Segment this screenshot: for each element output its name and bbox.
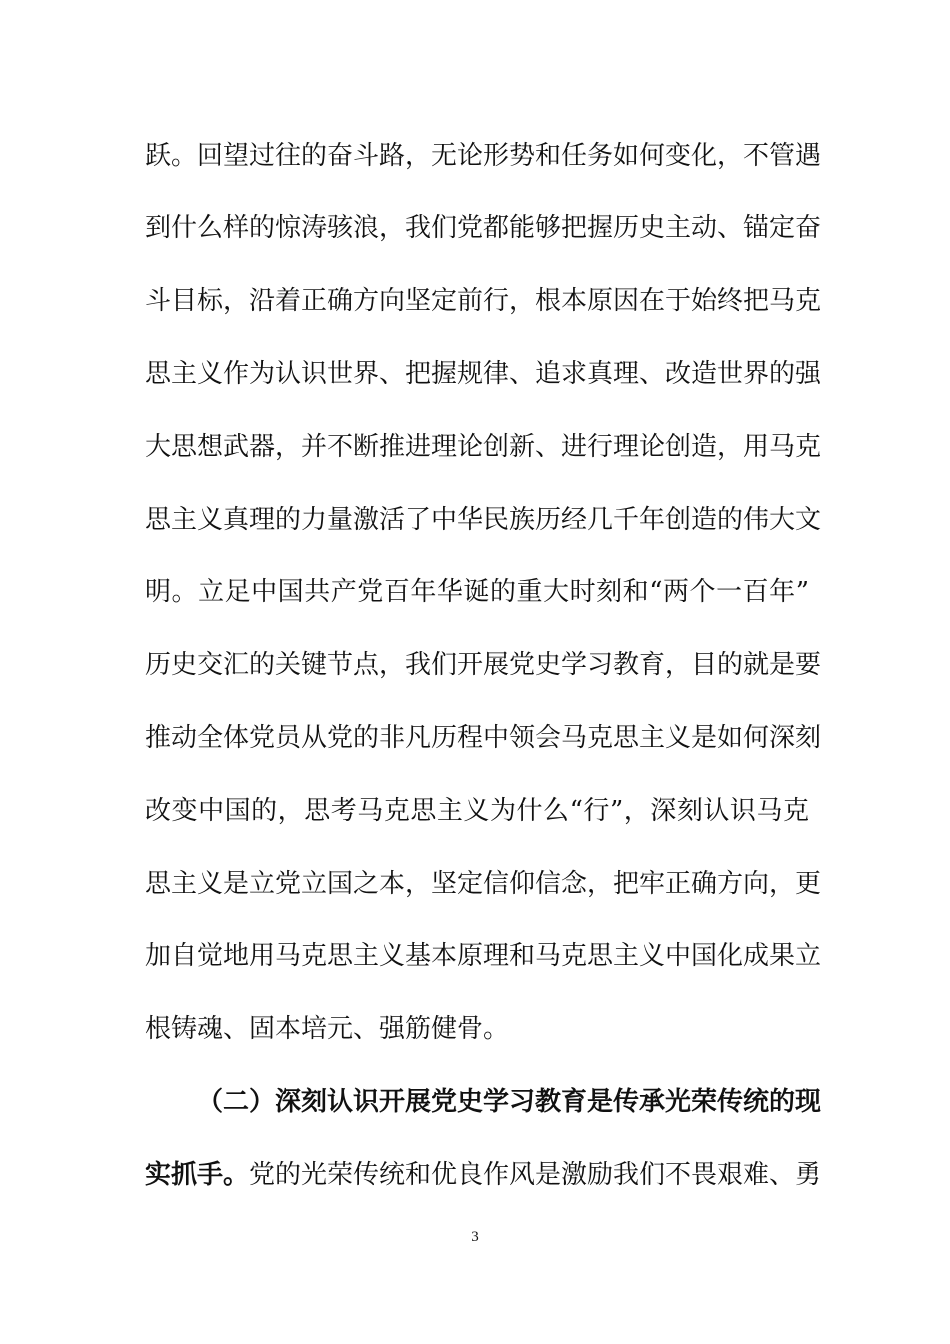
body-text-line: 思主义真理的力量激活了中华民族历经几千年创造的伟大文: [145, 505, 822, 535]
body-text-line: 到什么样的惊涛骇浪，我们党都能够把握历史主动、锚定奋: [145, 213, 822, 243]
body-text-line: 推动全体党员从党的非凡历程中领会马克思主义是如何深刻: [145, 723, 822, 753]
body-text-line: 历史交汇的关键节点，我们开展党史学习教育，目的就是要: [145, 650, 822, 680]
body-text-line: 改变中国的，思考马克思主义为什么“行”，深刻认识马克: [145, 796, 809, 826]
body-text-line: [145, 1157, 822, 1193]
section-heading: （二）深刻认识开展党史学习教育是传承光荣传统的现: [197, 1087, 822, 1117]
body-text-line: 明。立足中国共产党百年华诞的重大时刻和“两个一百年”: [145, 577, 809, 607]
page-number: 3: [471, 1229, 479, 1245]
body-text-line: 思主义是立党立国之本，坚定信仰信念，把牢正确方向，更: [145, 869, 822, 899]
body-text-line: 跃。回望过往的奋斗路，无论形势和任务如何变化，不管遇: [145, 141, 822, 171]
body-text-line: 斗目标，沿着正确方向坚定前行，根本原因在于始终把马克: [145, 286, 822, 316]
body-text-line: 加自觉地用马克思主义基本原理和马克思主义中国化成果立: [145, 941, 822, 971]
section-heading-end: 实抓手。: [145, 1160, 250, 1190]
paragraph-start: 党的光荣传统和优良作风是激励我们不畏艰难、勇: [249, 1160, 822, 1190]
body-text-line: 根铸魂、固本培元、强筋健骨。: [145, 1014, 510, 1044]
body-text-line: 大思想武器，并不断推进理论创新、进行理论创造，用马克: [145, 432, 822, 462]
body-text-line: 思主义作为认识世界、把握规律、追求真理、改造世界的强: [145, 359, 822, 389]
